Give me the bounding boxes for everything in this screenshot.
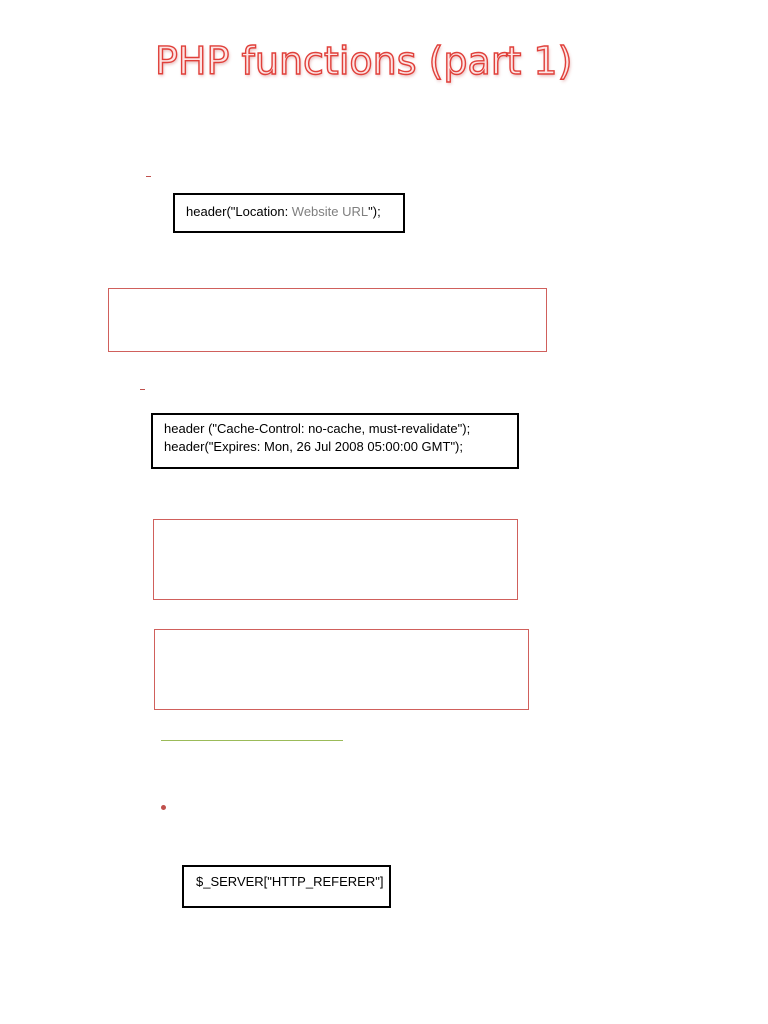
code-box-header-location	[173, 193, 405, 233]
list-dash-marker	[146, 176, 151, 177]
note-box-1	[108, 288, 547, 352]
code-line-cache-control: header ("Cache-Control: no-cache, must-revalidate");	[164, 421, 471, 436]
page-title: PHP functions (part 1)	[155, 39, 573, 83]
code-header-placeholder: Website URL	[291, 204, 369, 219]
code-box-cache-control	[151, 413, 519, 469]
note-box-3	[154, 629, 529, 710]
note-box-2	[153, 519, 518, 600]
bullet-point	[161, 805, 166, 810]
list-dash-marker	[140, 389, 145, 390]
section-underline	[161, 740, 343, 741]
code-line-expires: header("Expires: Mon, 26 Jul 2008 05:00:00 GMT");	[164, 439, 463, 454]
code-line-http-referer: $_SERVER["HTTP_REFERER"]	[196, 874, 384, 889]
code-header-prefix: header("Location:	[186, 204, 292, 219]
code-box-http-referer	[182, 865, 391, 908]
code-header-suffix: ");	[368, 204, 381, 219]
